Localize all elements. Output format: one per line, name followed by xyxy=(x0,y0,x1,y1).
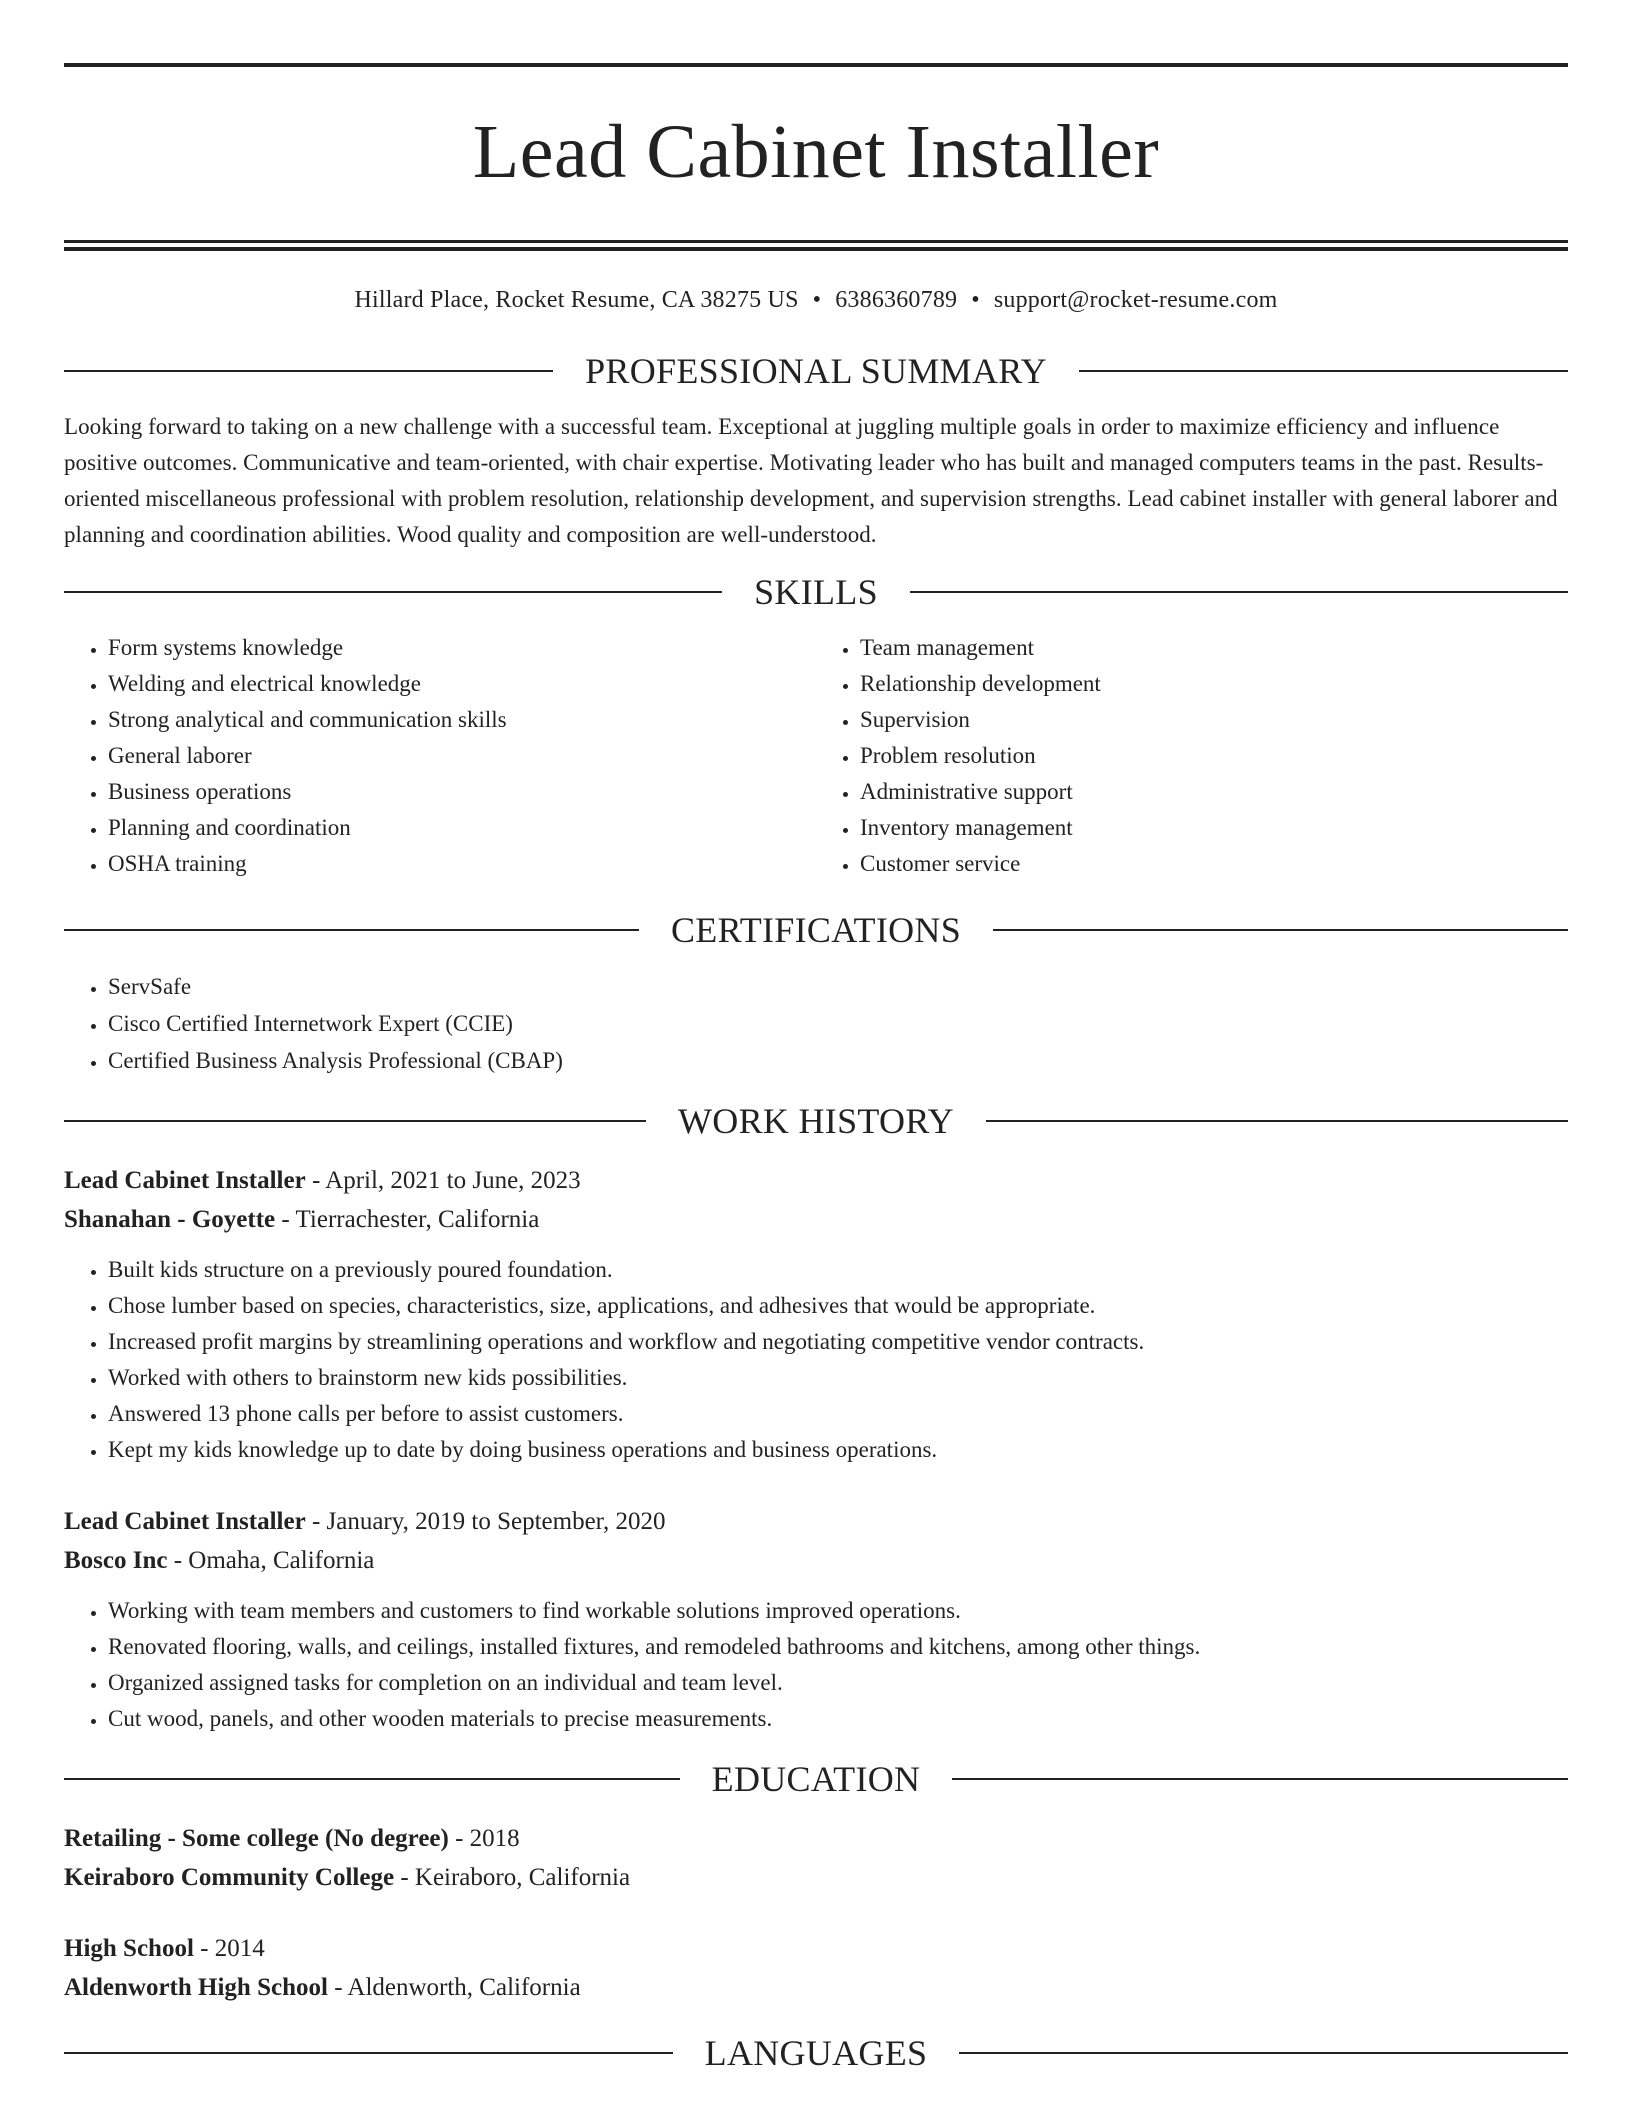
job-entry xyxy=(64,1502,1568,1737)
education-degree-line xyxy=(64,1929,1568,1968)
job-location: - Tierrachester, California xyxy=(275,1206,540,1233)
heading-rule xyxy=(993,929,1568,931)
contact-email: support@rocket-resume.com xyxy=(993,287,1278,313)
skill-item: • Team management xyxy=(860,630,1548,666)
education-school-line xyxy=(64,1858,1568,1897)
contact-address: Hillard Place, Rocket Resume, CA 38275 US xyxy=(354,287,799,313)
heading-rule xyxy=(910,591,1568,593)
heading-rule xyxy=(959,2052,1568,2054)
heading-rule xyxy=(64,929,639,931)
certifications-list xyxy=(64,968,1568,1079)
education-school-line xyxy=(64,1968,1568,2007)
heading-rule xyxy=(64,591,722,593)
skill-item: • Supervision xyxy=(860,702,1548,738)
education-degree: Retailing - Some college (No degree) xyxy=(64,1825,449,1852)
heading-rule xyxy=(64,370,553,372)
job-dates: - April, 2021 to June, 2023 xyxy=(305,1167,581,1194)
job-company-line xyxy=(64,1200,1568,1239)
section-title: PROFESSIONAL SUMMARY xyxy=(585,351,1047,391)
education-year: - 2018 xyxy=(448,1825,520,1852)
title-double-rule xyxy=(64,240,1568,251)
job-location: - Omaha, California xyxy=(167,1547,375,1574)
job-bullet: • Cut wood, panels, and other wooden materials to precise measurements. xyxy=(108,1701,1568,1737)
resume-title: Lead Cabinet Installer xyxy=(472,110,1160,194)
section-heading-work-history xyxy=(64,1099,1568,1143)
top-rule xyxy=(64,63,1568,67)
section-title: WORK HISTORY xyxy=(678,1101,954,1141)
job-bullet: • Worked with others to brainstorm new kids possibilities. xyxy=(108,1360,1568,1396)
section-title: CERTIFICATIONS xyxy=(670,910,962,950)
section-title: LANGUAGES xyxy=(704,2033,928,2073)
heading-rule xyxy=(986,1120,1568,1122)
job-bullets xyxy=(64,1593,1568,1737)
education-year: - 2014 xyxy=(193,1935,265,1962)
summary-text: Looking forward to taking on a new challenge with a successful team. Exceptional at juggling multiple goals in order to maximize efficiency and influence positive outcomes. Communicative and team-oriented, with chair expertise. Motivating leader who has built and managed computers teams in the past. Results-oriented miscellaneous professional with problem resolution, relationship development, and supervision strengths. Lead cabinet installer with general laborer and planning and coordination abilities. Wood quality and composition are well-understood. xyxy=(64,414,1558,547)
education-entry xyxy=(64,1929,1568,2007)
section-heading-education xyxy=(64,1757,1568,1801)
education-degree-line xyxy=(64,1819,1568,1858)
job-bullet: • Organized assigned tasks for completion on an individual and team level. xyxy=(108,1665,1568,1701)
contact-separator: • xyxy=(812,287,822,313)
education-location: - Keiraboro, California xyxy=(394,1864,631,1891)
heading-rule xyxy=(952,1778,1568,1780)
skill-item: • Strong analytical and communication skills xyxy=(108,702,806,738)
certification-item: • ServSafe xyxy=(108,968,1568,1005)
job-bullet: • Renovated flooring, walls, and ceilings, installed fixtures, and remodeled bathrooms and kitchens, among other things. xyxy=(108,1629,1568,1665)
job-company: Bosco Inc xyxy=(64,1547,168,1574)
skill-item: • Inventory management xyxy=(860,810,1548,846)
contact-line xyxy=(64,284,1568,316)
skill-item: • Relationship development xyxy=(860,666,1548,702)
skills-list xyxy=(64,630,1568,882)
skills-column-left xyxy=(64,630,806,882)
job-bullets xyxy=(64,1252,1568,1468)
education-school: Aldenworth High School xyxy=(64,1974,328,2001)
education-school: Keiraboro Community College xyxy=(64,1864,395,1891)
contact-phone: 6386360789 xyxy=(835,287,958,313)
section-heading-languages xyxy=(64,2031,1568,2075)
job-bullet: • Kept my kids knowledge up to date by doing business operations and business operations. xyxy=(108,1432,1568,1468)
resume-content xyxy=(64,0,1568,2075)
skill-item: • OSHA training xyxy=(108,846,806,882)
job-bullet: • Chose lumber based on species, characteristics, size, applications, and adhesives that would be appropriate. xyxy=(108,1288,1568,1324)
job-dates: - January, 2019 to September, 2020 xyxy=(305,1508,666,1535)
job-title-line xyxy=(64,1161,1568,1200)
heading-rule xyxy=(64,1778,680,1780)
heading-rule xyxy=(64,1120,646,1122)
skills-column-right xyxy=(806,630,1548,882)
education-location: - Aldenworth, California xyxy=(327,1974,581,2001)
skill-item: • Welding and electrical knowledge xyxy=(108,666,806,702)
job-bullet: • Answered 13 phone calls per before to assist customers. xyxy=(108,1396,1568,1432)
job-title: Lead Cabinet Installer xyxy=(64,1167,306,1194)
heading-rule xyxy=(1079,370,1568,372)
job-bullet: • Built kids structure on a previously poured foundation. xyxy=(108,1252,1568,1288)
skill-item: • Business operations xyxy=(108,774,806,810)
job-entry xyxy=(64,1161,1568,1468)
section-heading-skills xyxy=(64,570,1568,614)
job-company-line xyxy=(64,1541,1568,1580)
certification-item: • Certified Business Analysis Professional (CBAP) xyxy=(108,1042,1568,1079)
job-bullet: • Working with team members and customers to find workable solutions improved operations. xyxy=(108,1593,1568,1629)
job-title: Lead Cabinet Installer xyxy=(64,1508,306,1535)
heading-rule xyxy=(64,2052,673,2054)
job-title-line xyxy=(64,1502,1568,1541)
skill-item: • General laborer xyxy=(108,738,806,774)
education-entry xyxy=(64,1819,1568,1897)
section-heading-summary xyxy=(64,349,1568,393)
section-title: EDUCATION xyxy=(711,1759,921,1799)
skill-item: • Planning and coordination xyxy=(108,810,806,846)
skill-item: • Customer service xyxy=(860,846,1548,882)
skill-item: • Administrative support xyxy=(860,774,1548,810)
section-heading-certifications xyxy=(64,908,1568,952)
job-company: Shanahan - Goyette xyxy=(64,1206,276,1233)
section-title: SKILLS xyxy=(754,572,878,612)
skill-item: • Form systems knowledge xyxy=(108,630,806,666)
education-degree: High School xyxy=(64,1935,194,1962)
certification-item: • Cisco Certified Internetwork Expert (CCIE) xyxy=(108,1005,1568,1042)
job-bullet: • Increased profit margins by streamlining operations and workflow and negotiating competitive vendor contracts. xyxy=(108,1324,1568,1360)
skill-item: • Problem resolution xyxy=(860,738,1548,774)
contact-separator: • xyxy=(971,287,980,313)
